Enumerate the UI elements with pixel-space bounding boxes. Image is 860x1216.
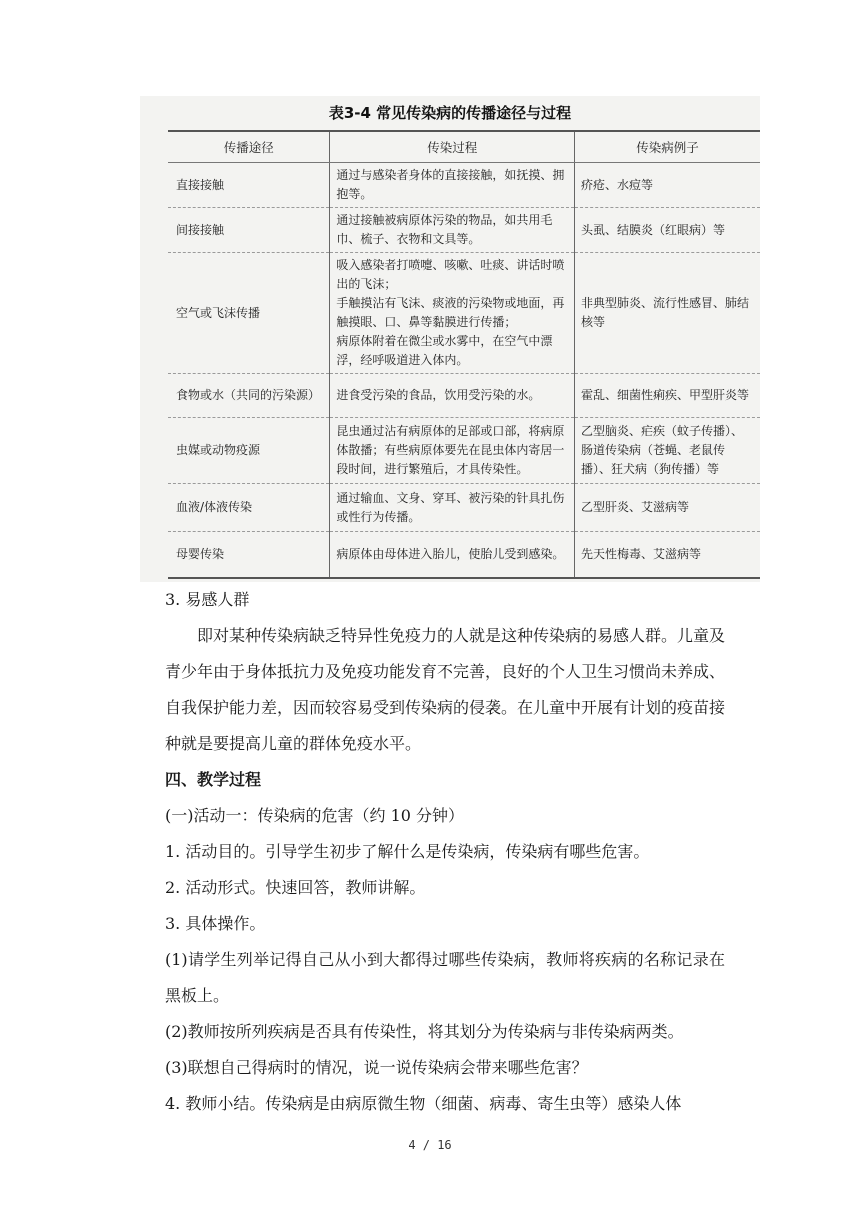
examples-cell: 疥疮、水痘等: [575, 163, 761, 208]
list-item: (3)联想自己得病时的情况，说一说传染病会带来哪些危害？: [165, 1058, 588, 1077]
process-text: 昆虫通过沾有病原体的足部或口部，将病原体散播；有些病原体要先在昆虫体内寄居一段时间，进行繁殖后，才具传染性。: [336, 424, 565, 476]
list-item: 3. 具体操作。: [165, 914, 266, 933]
route-cell: 食物或水（共同的污染源）: [168, 374, 330, 418]
process-text: 通过与感染者身体的直接接触，如抚摸、拥抱等。: [336, 168, 565, 201]
table-row: [168, 532, 760, 578]
header-process: 传染过程: [330, 131, 575, 163]
table-title: 表3-4 常见传染病的传播途径与过程: [328, 104, 572, 122]
route-cell: 血液/体液传染: [168, 484, 330, 532]
route-cell: 空气或飞沫传播: [168, 253, 330, 374]
table-figure: [140, 96, 760, 582]
table-row: [168, 163, 760, 208]
process-cell: [330, 253, 575, 374]
list-item: 1. 活动目的。引导学生初步了解什么是传染病，传染病有哪些危害。: [165, 842, 650, 861]
process-cell: [330, 532, 575, 578]
table-row: [168, 208, 760, 253]
table-row: [168, 374, 760, 418]
process-text: 进食受污染的食品，饮用受污染的水。: [336, 388, 541, 402]
examples-cell: 非典型肺炎、流行性感冒、肺结核等: [575, 253, 761, 374]
process-text: 病原体由母体进入胎儿，使胎儿受到感染。: [336, 546, 565, 561]
process-cell: [330, 208, 575, 253]
examples-cell: 先天性梅毒、艾滋病等: [575, 532, 761, 578]
process-text: 手触摸沾有飞沫、痰液的污染物或地面，再触摸眼、口、鼻等黏膜进行传播；: [336, 296, 565, 329]
process-cell: [330, 484, 575, 532]
header-examples: 传染病例子: [575, 131, 761, 163]
route-cell: 直接接触: [168, 163, 330, 208]
page-number: 4 / 16: [408, 1138, 452, 1152]
header-route: 传播途径: [168, 131, 330, 163]
route-cell: 虫媒或动物疫源: [168, 418, 330, 484]
section-heading: 四、教学过程: [165, 770, 262, 789]
examples-cell: 乙型肝炎、艾滋病等: [575, 484, 761, 532]
table-row: [168, 253, 760, 374]
list-item: (1)请学生列举记得自己从小到大都得过哪些传染病，教师将疾病的名称记录在黑板上。: [165, 950, 725, 1005]
activity-heading: (一)活动一：传染病的危害（约 10 分钟）: [165, 806, 465, 825]
list-item: 4. 教师小结。传染病是由病原微生物（细菌、病毒、寄生虫等）感染人体: [165, 1094, 682, 1113]
table-header-row: [168, 131, 760, 163]
list-item: (2)教师按所列疾病是否具有传染性，将其划分为传染病与非传染病两类。: [165, 1022, 684, 1041]
list-item: 2. 活动形式。快速回答，教师讲解。: [165, 878, 426, 897]
body-paragraph: 即对某种传染病缺乏特异性免疫力的人就是这种传染病的易感人群。儿童及青少年由于身体抵抗力及免疫功能发育不完善，良好的个人卫生习惯尚未养成、自我保护能力差，因而较容易受到传染病的侵袭。在儿童中开展有计划的疫苗接种就是要提高儿童的群体免疫水平。: [165, 626, 726, 753]
process-text: 通过输血、文身、穿耳、被污染的针具扎伤或性行为传播。: [336, 490, 565, 524]
process-cell: [330, 418, 575, 484]
route-cell: 母婴传染: [168, 532, 330, 578]
transmission-table: [168, 130, 760, 579]
subsection-heading: 3. 易感人群: [165, 590, 250, 609]
table-row: [168, 418, 760, 484]
process-cell: [330, 163, 575, 208]
table-row: [168, 484, 760, 532]
process-cell: [330, 374, 575, 418]
process-text: 病原体附着在微尘或水雾中，在空气中漂浮，经呼吸道进入体内。: [336, 334, 553, 367]
examples-cell: 霍乱、细菌性痢疾、甲型肝炎等: [575, 374, 761, 418]
process-text: 通过接触被病原体污染的物品，如共用毛巾、梳子、衣物和文具等。: [336, 213, 553, 246]
route-cell: 间接接触: [168, 208, 330, 253]
examples-cell: 头虱、结膜炎（红眼病）等: [575, 208, 761, 253]
examples-cell: 乙型脑炎、疟疾（蚊子传播）、肠道传染病（苍蝇、老鼠传播）、狂犬病（狗传播）等: [575, 418, 761, 484]
process-text: 吸入感染者打喷嚏、咳嗽、吐痰、讲话时喷出的飞沫；: [336, 258, 565, 291]
